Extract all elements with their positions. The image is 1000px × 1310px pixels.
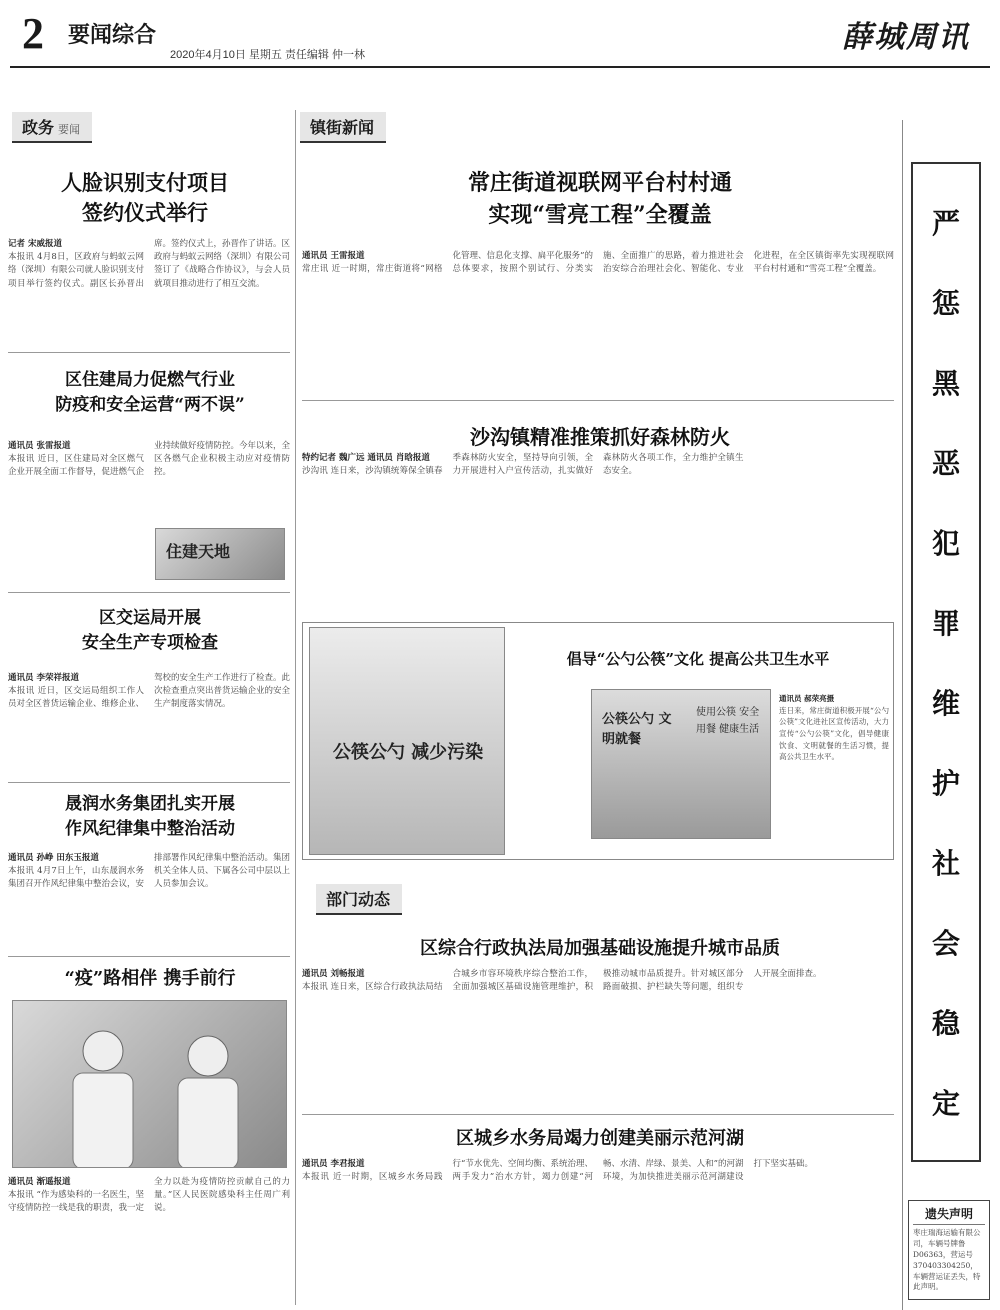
slogan-sidebar [902,120,986,1310]
changzhuang-title-1: 常庄街道视联网平台村村通 [467,170,732,196]
face-pay-headline [20,168,270,229]
banner-slogan: 公筷公勺 文明就餐 [602,712,672,747]
slogan-char: 罪 [931,607,960,640]
politics-sublabel: 要闻 [58,123,81,136]
slogan-char: 护 [931,767,960,800]
traffic-headline [15,606,285,655]
chopsticks-byline: 通讯员 郝荣亮摄 [779,694,835,703]
chopsticks-feature [302,622,894,860]
changzhuang-title-2: 实现“雪亮工程”全覆盖 [488,201,712,228]
epidemic-photo [12,1000,287,1168]
gas-headline [15,368,285,417]
slogan-char: 严 [931,207,960,240]
face-pay-text: 本报讯 4月8日，区政府与蚂蚁云网络（深圳）有限公司就人脸识别支付项目举行签约仪式。副区长孙晋出席。签约仪式上，孙晋作了讲话。区政府与蚂蚁云网络（深圳）有限公司签订了《战略合作协议》，与会人员就项目推动进行了相互交流。 [8,239,290,289]
river-text: 本报讯 近一时期，区城乡水务局践行“节水优先、空间均衡、系统治理、两手发力”治水方针，竭力创建“河畅、水清、岸绿、景美、人和”的河湖环境，为加快推进美丽示范河湖建设打下坚实基础。 [302,1159,814,1183]
shagou-headline: 沙沟镇精准推策抓好森林防火 [470,425,730,449]
masthead [10,8,990,68]
water-text: 本报讯 4月7日上午，山东晟润水务集团召开作风纪律集中整治会议，安排部署作风纪律集中整治活动。集团机关全体人员、下属各公司中层以上人员参加会议。 [8,853,290,890]
water-title-2: 作风纪律集中整治活动 [65,818,235,839]
banner-photo [591,689,771,839]
water-byline: 通讯员 孙峥 田东玉报道 [8,853,99,863]
shagou-byline: 特约记者 魏广远 通讯员 肖晗报道 [302,453,430,463]
divider [8,592,290,593]
gas-byline: 通讯员 张雷报道 [8,441,71,451]
lost-notice [908,1200,990,1300]
page-number: 2 [22,9,44,58]
doctors-illustration [13,1001,287,1168]
slogan-char: 恶 [931,447,960,480]
shagou-article [302,452,894,618]
traffic-article [8,672,290,776]
river-article [302,1158,894,1304]
chopsticks-headline: 倡导“公勺公筷”文化 提高公共卫生水平 [566,650,830,668]
face-pay-byline: 记者 宋威报道 [8,239,62,249]
departments-column-header [316,884,402,910]
slogan-char: 维 [931,687,960,720]
changzhuang-text: 常庄讯 近一时期，常庄街道将“网格化管理、信息化支撑、扁平化服务”的总体要求，按照个别试行、分类实施、全面推广的思路，着力推进社会治安综合治理社会化、智能化、专业化进程，在全区镇街率先实现视联网平台村村通和“雪亮工程”全覆盖。 [302,251,894,275]
notice-body: 枣庄瑞海运输有限公司，车辆号牌鲁D06363，营运号370403304250，车辆营运证丢失，特此声明。 [913,1228,981,1292]
slogan-char: 定 [931,1087,960,1120]
traffic-title-1: 区交运局开展 [99,608,201,628]
slogan-char: 稳 [931,1007,960,1040]
towns-column-header [300,112,386,138]
notice-title: 遗失声明 [913,1205,985,1225]
changzhuang-byline: 通讯员 王雷报道 [302,251,365,261]
gas-title-2: 防疫和安全运营“两不误” [55,394,245,415]
law-text: 本报讯 连日来，区综合行政执法局结合城乡市容环境秩序综合整治工作，全面加强城区基础设施管理维护，积极推动城市品质提升。针对城区部分路面破损、护栏缺失等问题，组织专人开展全面排查。 [302,969,822,993]
law-headline: 区综合行政执法局加强基础设施提升城市品质 [420,938,780,959]
date-line: 2020年4月10日 星期五 责任编辑 仲一林 [170,49,365,61]
river-headline: 区城乡水务局竭力创建美丽示范河湖 [456,1128,744,1149]
gas-photo [155,528,285,580]
towns-label: 镇街新闻 [300,112,386,143]
river-byline: 通讯员 李君报道 [302,1159,365,1169]
divider [8,352,290,353]
law-byline: 通讯员 刘畅报道 [302,969,365,979]
poster-slogan: 公筷公勺 减少污染 [332,742,484,763]
slogan-char: 黑 [931,367,960,400]
politics-label: 政务 [22,118,55,137]
face-pay-article [8,238,290,348]
column-divider [295,110,296,1305]
face-pay-title-2: 签约仪式举行 [82,200,208,226]
divider [302,400,894,401]
banner-side-text: 使用公筷 安全用餐 健康生活 [696,707,760,735]
divider [302,1114,894,1115]
traffic-text: 本报讯 近日，区交运局组织工作人员对全区普货运输企业、维修企业、驾校的安全生产工作进行了检查。此次检查重点突出普货运输企业的安全生产制度落实情况。 [8,673,290,710]
politics-column-header [12,112,92,138]
slogan-box [911,162,981,1162]
shagou-text: 沙沟讯 连日来，沙沟镇统筹保全镇春季森林防火安全，坚持导向引领，全力开展进村入户宣传活动，扎实做好森林防火各项工作，全力维护全镇生态安全。 [302,453,744,477]
epidemic-headline: “疫”路相伴 携手前行 [64,968,236,989]
gas-text: 本报讯 近日，区住建局对全区燃气企业开展全面工作督导，促进燃气企业持续做好疫情防控。今年以来，全区各燃气企业积极主动应对疫情防控。 [8,441,290,478]
paper-name: 薛城周讯 [842,20,970,55]
changzhuang-article [302,250,894,392]
divider [8,956,290,957]
epidemic-text: 本报讯 “作为感染科的一名医生，坚守疫情防控一线是我的职责，我一定全力以赴为疫情防控贡献自己的力量。”区人民医院感染科主任周广利说。 [8,1177,290,1214]
gas-title-1: 区住建局力促燃气行业 [65,370,235,390]
chopsticks-caption [779,693,889,853]
departments-label: 部门动态 [316,884,402,915]
chopsticks-caption-text: 连日来，常庄街道积极开展“公勺公筷”文化进社区宣传活动，大力宣传“公勺公筷”文化，倡导健康饮食、文明就餐的生活习惯，提高公共卫生水平。 [779,705,889,762]
slogan-char: 会 [931,927,960,960]
gas-photo-label: 住建天地 [166,542,231,561]
poster-photo [309,627,505,855]
slogan-char: 犯 [931,527,960,560]
divider [8,782,290,783]
slogan-char: 惩 [931,287,960,320]
epidemic-byline: 通讯员 渐遥报道 [8,1177,71,1187]
traffic-byline: 通讯员 李荣祥报道 [8,673,79,683]
traffic-title-2: 安全生产专项检查 [82,632,218,653]
changzhuang-headline [310,168,890,232]
slogan-char: 社 [931,847,960,880]
section-name: 要闻综合 [68,22,157,47]
law-article [302,968,894,1108]
water-title-1: 晟润水务集团扎实开展 [65,794,235,814]
water-headline [15,792,285,841]
face-pay-title-1: 人脸识别支付项目 [61,170,229,195]
epidemic-article [8,1176,290,1304]
water-article [8,852,290,950]
